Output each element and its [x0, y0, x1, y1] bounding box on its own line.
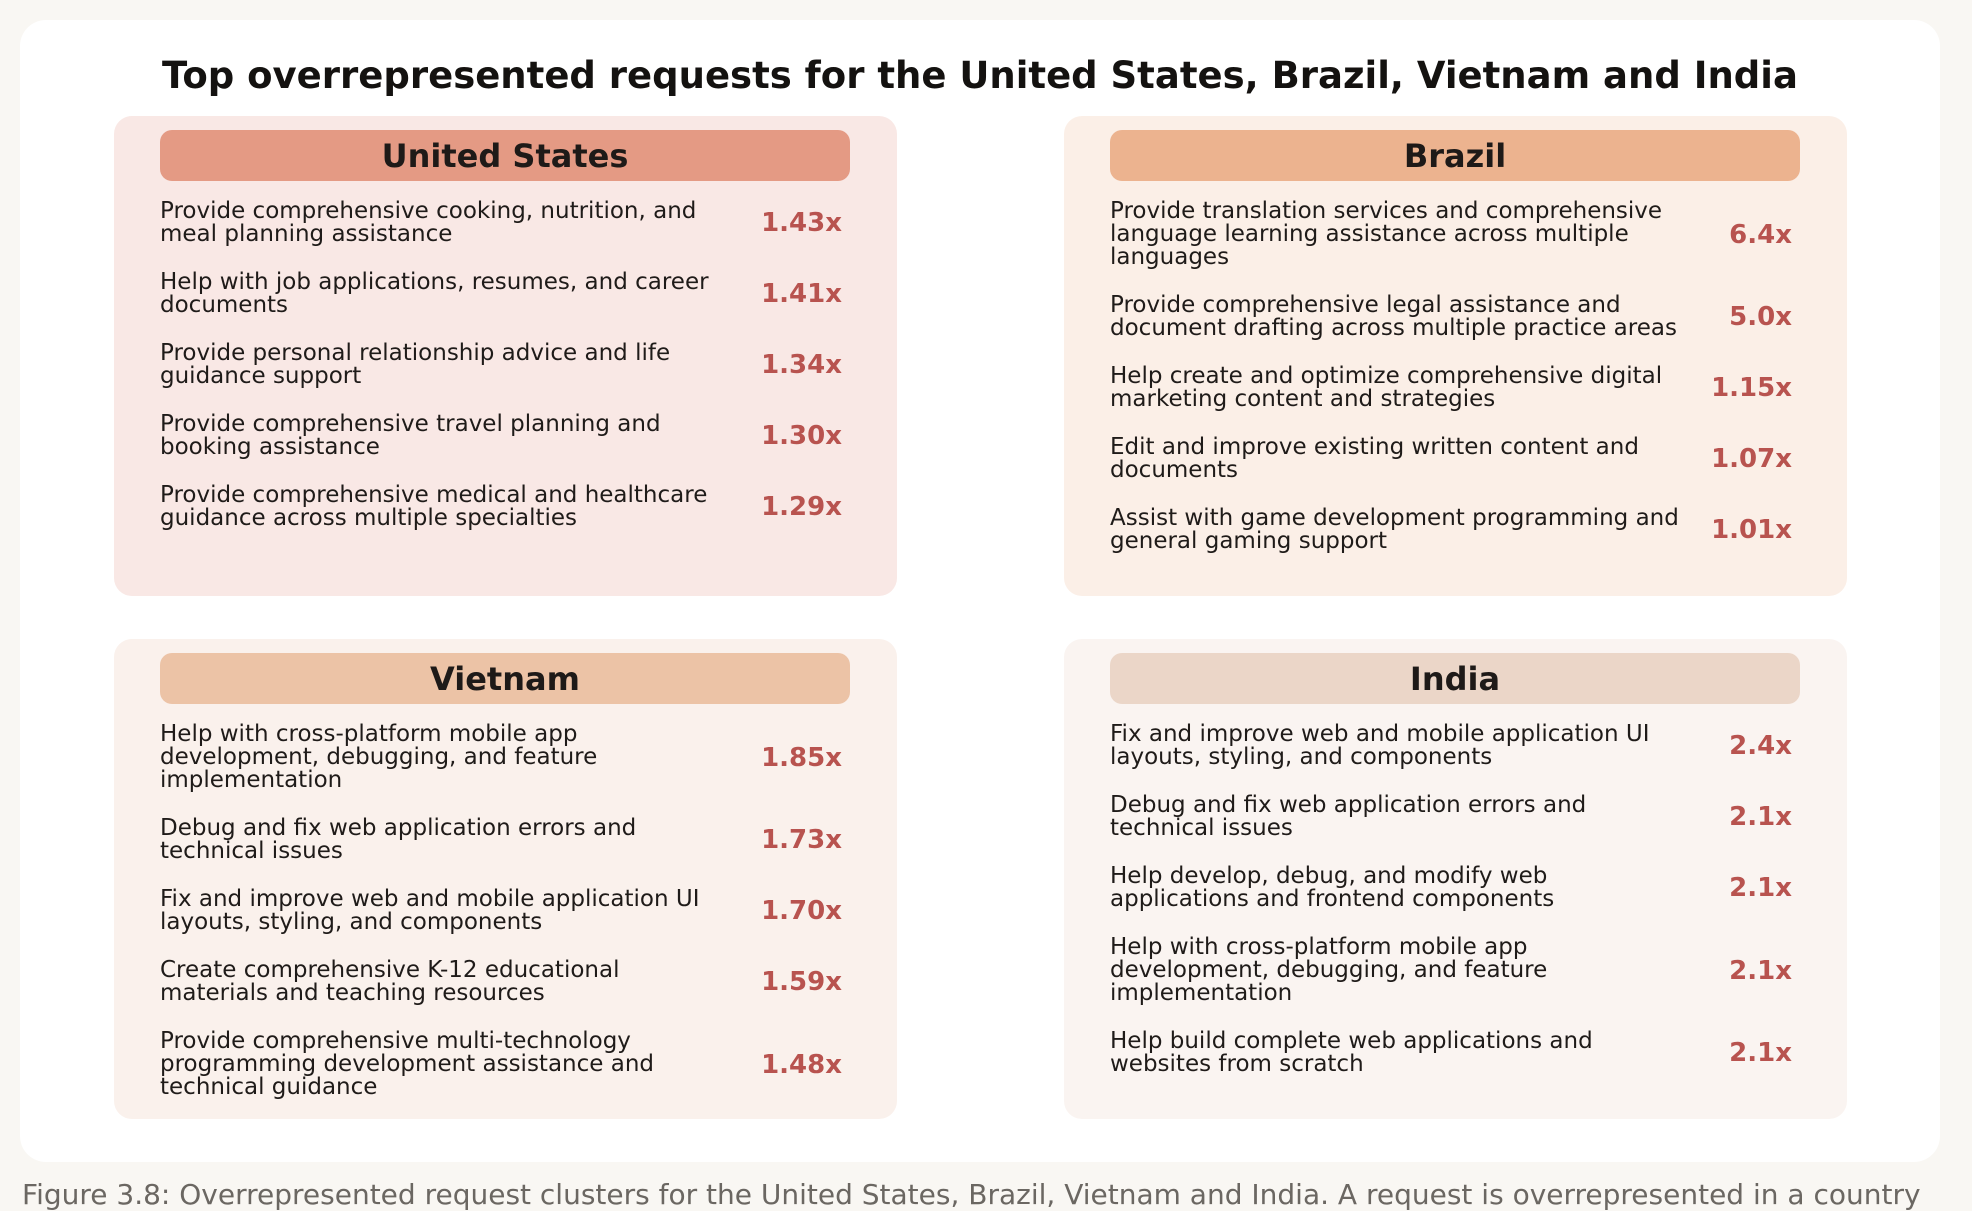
- overrepresentation-value: 2.1x: [1729, 873, 1792, 903]
- request-label: Assist with game development programming and general gaming support: [1110, 505, 1679, 554]
- request-label: Debug and fix web application errors and technical issues: [160, 815, 637, 864]
- request-row: [1110, 436, 1810, 482]
- request-label: Fix and improve web and mobile application UI layouts, styling, and components: [1110, 721, 1650, 770]
- request-row: [1110, 294, 1810, 340]
- request-label: Help create and optimize comprehensive digital marketing content and strategies: [1110, 363, 1663, 412]
- request-label: Provide personal relationship advice and life guidance support: [160, 340, 671, 389]
- request-label: Help with cross-platform mobile app development, debugging, and feature implementation: [160, 721, 598, 793]
- overrepresentation-value: 1.41x: [761, 279, 842, 309]
- panel-header: India: [1110, 653, 1800, 704]
- figure-card: [20, 20, 1940, 1162]
- overrepresentation-value: 1.29x: [761, 492, 842, 522]
- request-row: [1110, 507, 1810, 553]
- request-label: Help with cross-platform mobile app development, debugging, and feature implementation: [1110, 934, 1548, 1006]
- overrepresentation-value: 1.70x: [761, 896, 842, 926]
- request-label: Help build complete web applications and websites from scratch: [1110, 1028, 1593, 1077]
- overrepresentation-value: 2.1x: [1729, 802, 1792, 832]
- overrepresentation-value: 2.4x: [1729, 731, 1792, 761]
- request-list: [160, 723, 860, 1124]
- overrepresentation-value: 1.15x: [1711, 373, 1792, 403]
- request-list: [1110, 200, 1810, 578]
- overrepresentation-value: 5.0x: [1729, 302, 1792, 332]
- request-row: [160, 413, 860, 459]
- overrepresentation-value: 1.30x: [761, 421, 842, 451]
- request-label: Provide comprehensive medical and healthcare guidance across multiple specialties: [160, 482, 708, 531]
- request-row: [160, 817, 860, 863]
- request-row: [160, 1030, 860, 1099]
- request-row: [160, 484, 860, 530]
- request-row: [1110, 1030, 1810, 1076]
- request-row: [1110, 723, 1810, 769]
- overrepresentation-value: 1.34x: [761, 350, 842, 380]
- panel-brazil: [1064, 116, 1847, 596]
- request-list: [1110, 723, 1810, 1101]
- request-row: [160, 723, 860, 792]
- request-row: [1110, 865, 1810, 911]
- overrepresentation-value: 1.85x: [761, 742, 842, 773]
- request-row: [160, 959, 860, 1005]
- request-label: Fix and improve web and mobile application UI layouts, styling, and components: [160, 886, 700, 935]
- panel-header: Vietnam: [160, 653, 850, 704]
- request-label: Edit and improve existing written content and documents: [1110, 434, 1639, 483]
- request-label: Provide comprehensive multi-technology programming development assistance and technical guidance: [160, 1028, 654, 1100]
- request-label: Provide translation services and comprehensive language learning assistance across multiple languages: [1110, 198, 1663, 270]
- request-row: [160, 271, 860, 317]
- request-row: [1110, 936, 1810, 1005]
- figure-title: Top overrepresented requests for the United States, Brazil, Vietnam and India: [162, 54, 1798, 97]
- request-label: Provide comprehensive legal assistance and document drafting across multiple practice areas: [1110, 292, 1677, 341]
- request-row: [1110, 794, 1810, 840]
- overrepresentation-value: 2.1x: [1729, 955, 1792, 986]
- request-row: [1110, 365, 1810, 411]
- panel-india: [1064, 639, 1847, 1119]
- overrepresentation-value: 1.59x: [761, 967, 842, 997]
- request-row: [1110, 200, 1810, 269]
- panel-header: United States: [160, 130, 850, 181]
- overrepresentation-value: 1.43x: [761, 208, 842, 238]
- overrepresentation-value: 1.07x: [1711, 444, 1792, 474]
- panel-header: Brazil: [1110, 130, 1800, 181]
- panel-united-states: [114, 116, 897, 596]
- request-label: Help develop, debug, and modify web applications and frontend components: [1110, 863, 1555, 912]
- request-row: [160, 888, 860, 934]
- request-label: Debug and fix web application errors and technical issues: [1110, 792, 1587, 841]
- request-label: Help with job applications, resumes, and career documents: [160, 269, 709, 318]
- request-list: [160, 200, 860, 555]
- figure-caption: Figure 3.8: Overrepresented request clusters for the United States, Brazil, Vietnam and India. A request is overrepresented in a country: [22, 1178, 1921, 1211]
- overrepresentation-value: 1.73x: [761, 825, 842, 855]
- request-label: Create comprehensive K-12 educational materials and teaching resources: [160, 957, 620, 1006]
- overrepresentation-value: 1.48x: [761, 1049, 842, 1080]
- overrepresentation-value: 2.1x: [1729, 1038, 1792, 1068]
- overrepresentation-value: 1.01x: [1711, 515, 1792, 545]
- overrepresentation-value: 6.4x: [1729, 219, 1792, 250]
- request-label: Provide comprehensive cooking, nutrition, and meal planning assistance: [160, 198, 697, 247]
- panel-vietnam: [114, 639, 897, 1119]
- request-row: [160, 342, 860, 388]
- request-row: [160, 200, 860, 246]
- request-label: Provide comprehensive travel planning and booking assistance: [160, 411, 661, 460]
